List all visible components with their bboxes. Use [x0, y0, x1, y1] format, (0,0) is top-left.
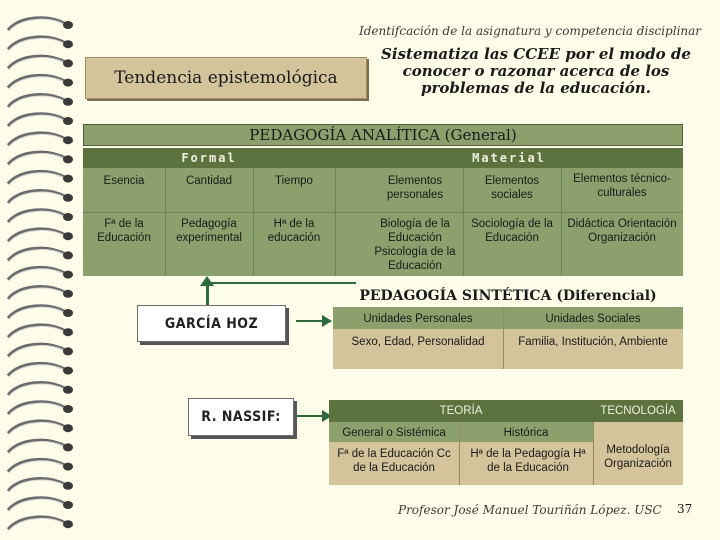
- grid-cell: Pedagogía experimental: [176, 218, 242, 244]
- spiral-ring: [8, 517, 73, 529]
- grid-cell: Tiempo: [275, 175, 313, 187]
- spiral-ring: [8, 498, 73, 510]
- teoria-header: TEORÍA: [439, 405, 483, 417]
- sistematiza-line-2: conocer o razonar acerca de los: [402, 62, 670, 80]
- grid-cell: Biología de la Educación Psicología de la Educación: [374, 218, 456, 272]
- grid-cell: Hª de la educación: [267, 218, 321, 244]
- grid-cell: Elementos sociales: [484, 175, 540, 201]
- spiral-ring: [8, 18, 73, 30]
- formal-header: Formal: [83, 148, 335, 168]
- spiral-ring: [8, 56, 73, 68]
- sistematiza-line-1: Sistematiza las CCEE por el modo de: [381, 45, 691, 63]
- spiral-ring: [8, 95, 73, 107]
- grid-cell: Elementos técnico-culturales: [573, 173, 671, 199]
- spiral-ring: [8, 402, 73, 414]
- nassif-box: R. NASSIF:: [188, 398, 294, 436]
- spiral-ring: [8, 440, 73, 452]
- spiral-ring: [8, 325, 73, 337]
- connector-line: [206, 284, 209, 306]
- spiral-ring: [8, 306, 73, 318]
- spiral-ring: [8, 383, 73, 395]
- historica-header: Histórica: [503, 427, 549, 439]
- general-sistemica-header: General o Sistémica: [342, 427, 446, 439]
- spiral-ring: [8, 191, 73, 203]
- right-arrow-icon: [296, 313, 332, 329]
- spiral-ring: [8, 75, 73, 87]
- grid-cell: Didáctica Orientación Organización: [567, 218, 677, 244]
- garcia-hoz-box: GARCÍA HOZ: [137, 305, 286, 342]
- tecnologia-body: Metodología Organización: [604, 444, 672, 470]
- sistematiza-text: [378, 46, 694, 97]
- analitica-title: PEDAGOGÍA ANALÍTICA (General): [83, 124, 683, 146]
- spiral-ring: [8, 133, 73, 145]
- spiral-binding: [0, 0, 80, 540]
- connector-line: [206, 282, 356, 284]
- subject-header: Identifcación de la asignatura y competencia disciplinar: [359, 24, 702, 38]
- spiral-ring: [8, 267, 73, 279]
- grid-cell: Sociología de la Educación: [471, 218, 553, 244]
- tendencia-box: Tendencia epistemológica: [85, 57, 367, 99]
- grid-cell: Elementos personales: [386, 175, 444, 201]
- spiral-ring: [8, 152, 73, 164]
- spiral-ring: [8, 37, 73, 49]
- unidades-sociales-header: Unidades Sociales: [545, 313, 641, 325]
- grid-cell: Cantidad: [185, 175, 233, 187]
- spiral-ring: [8, 363, 73, 375]
- grid-cell: Fª de la Educación: [97, 218, 151, 244]
- teoria-general-body: Fª de la Educación Cc de la Educación: [337, 448, 451, 474]
- sintetica-title: PEDAGOGÍA SINTÉTICA (Diferencial): [359, 288, 657, 304]
- spiral-ring: [8, 229, 73, 241]
- tecnologia-header: TECNOLOGÍA: [600, 405, 676, 417]
- spiral-ring: [8, 421, 73, 433]
- unidades-personales-header: Unidades Personales: [363, 313, 473, 325]
- page-number: 37: [677, 502, 693, 516]
- analitica-grid: [83, 168, 683, 276]
- grid-cell: Esencia: [103, 175, 145, 187]
- spiral-ring: [8, 287, 73, 299]
- unidades-personales-body: Sexo, Edad, Personalidad: [351, 336, 485, 348]
- right-arrow-icon: [296, 408, 332, 424]
- spiral-ring: [8, 114, 73, 126]
- spiral-ring: [8, 248, 73, 260]
- spiral-ring: [8, 344, 73, 356]
- spiral-ring: [8, 210, 73, 222]
- unidades-sociales-body: Familia, Institución, Ambiente: [518, 336, 668, 348]
- spiral-ring: [8, 479, 73, 491]
- spiral-ring: [8, 171, 73, 183]
- teoria-historica-body: Hª de la Pedagogía Hª de la Educación: [470, 448, 586, 474]
- footer-author: Profesor José Manuel Touriñán López. USC: [398, 503, 662, 517]
- spiral-ring: [8, 459, 73, 471]
- material-header: Material: [335, 148, 683, 168]
- sistematiza-line-3: problemas de la educación.: [420, 79, 652, 97]
